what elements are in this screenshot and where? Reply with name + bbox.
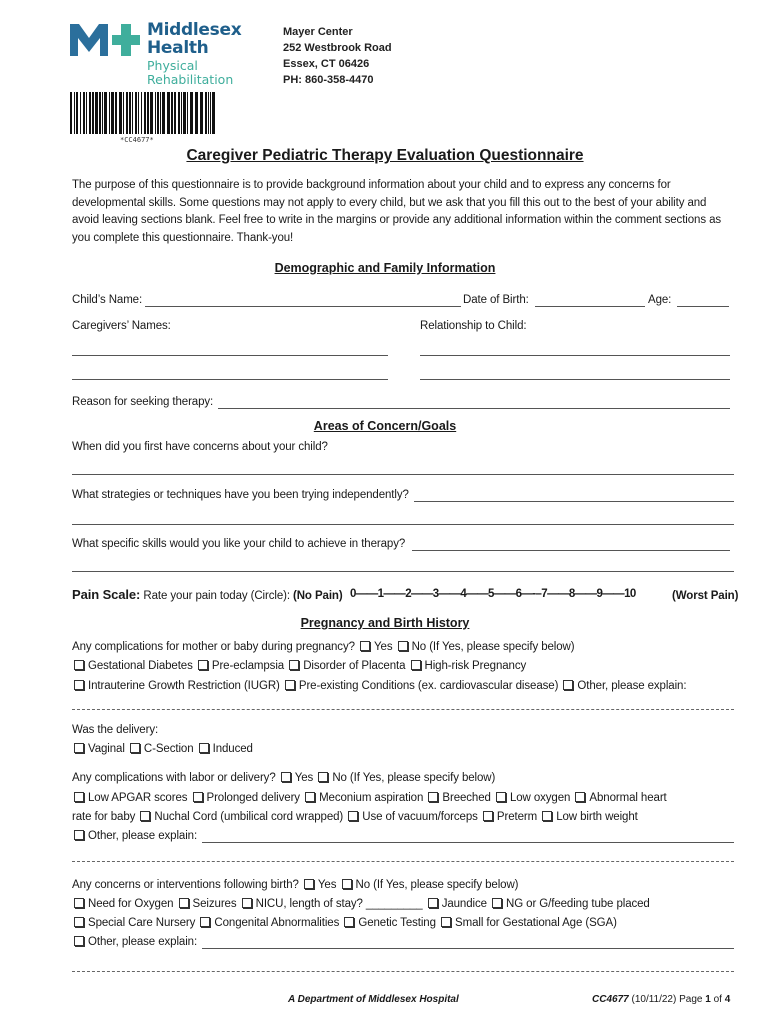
relationship-label: Relationship to Child: [420,320,527,332]
relationship-field-2[interactable] [420,379,730,380]
checkbox-pregnancy-yes[interactable] [360,641,370,651]
address-line-2: 252 Westbrook Road [283,42,392,54]
barcode-bar [162,92,165,134]
pain-low-label: (No Pain) [293,590,343,602]
footer-form-code: CC4677 [592,994,629,1005]
barcode-bar [83,92,85,134]
clinic-address [283,24,392,88]
section-heading-pregnancy: Pregnancy and Birth History [300,616,470,630]
checkbox-genetic-testing[interactable] [344,917,354,927]
footer-page-number: 1 [705,994,711,1005]
barcode-bar [190,92,193,134]
pain-scale-instruction: Rate your pain today (Circle): [143,590,290,602]
barcode-bar [126,92,128,134]
checkbox-special-care[interactable] [74,917,84,927]
checkbox-high-risk[interactable] [411,660,421,670]
checkbox-prolonged-delivery[interactable] [193,792,203,802]
barcode-bar [147,92,149,134]
checkbox-preterm[interactable] [483,811,493,821]
barcode-bar [138,92,139,134]
option-label: Vaginal [88,743,125,755]
option-label: High-risk Pregnancy [424,660,527,672]
checkbox-sga[interactable] [441,917,451,927]
barcode-bar [205,92,207,134]
checkbox-pregnancy-no[interactable] [398,641,408,651]
option-label: Induced [212,743,253,755]
option-label: Breeched [442,792,491,804]
option-label: No (If Yes, please specify below) [355,879,519,891]
option-label: Low oxygen [509,792,571,804]
barcode-bar [102,92,103,134]
barcode-bar [150,92,153,134]
checkbox-congenital[interactable] [200,917,210,927]
reason-label: Reason for seeking therapy: [72,396,214,408]
childs-name-label: Child’s Name: [72,294,143,306]
option-label: NICU, length of stay? _________ [255,898,423,910]
after-birth-options-row-2 [72,917,617,929]
option-label: Yes [374,641,393,653]
barcode-bar [115,92,117,134]
barcode-bar [174,92,176,134]
labor-other-field-1[interactable] [202,842,734,843]
pregnancy-other-field[interactable] [72,709,734,710]
relationship-field-1[interactable] [420,355,730,356]
option-label: Small for Gestational Age (SGA) [455,917,617,929]
option-label: Gestational Diabetes [88,660,193,672]
dob-field[interactable] [535,306,645,307]
footer-of: of [713,994,722,1005]
option-label: Other, please explain: [577,680,687,692]
age-label: Age: [648,294,672,306]
option-label: Special Care Nursery [88,917,196,929]
logo-wordmark [147,22,241,86]
option-label: Low APGAR scores [88,792,188,804]
checkbox-nuchal-cord[interactable] [140,811,150,821]
checkbox-breeched[interactable] [428,792,438,802]
option-label: No (If Yes, please specify below) [332,772,496,784]
option-label: Preterm [496,811,538,823]
labor-options-row-2 [72,811,638,823]
barcode-bar [135,92,137,134]
labor-complications-question: Any complications with labor or delivery? [72,772,276,784]
logo-line-1: Middlesex [147,20,242,40]
caregiver-field-1[interactable] [72,355,388,356]
pain-high-label: (Worst Pain) [672,590,739,602]
labor-other-field-2[interactable] [72,861,734,862]
option-label: Use of vacuum/forceps [362,811,478,823]
checkbox-after-other[interactable] [74,936,84,946]
option-label: Other, please explain: [88,936,198,948]
first-concerns-field[interactable] [72,474,734,475]
middlesex-health-logo-icon [70,24,140,56]
barcode-bar [178,92,180,134]
option-label: C-Section [143,743,194,755]
barcode-bar [129,92,131,134]
barcode-bar [109,92,110,134]
pregnancy-conditions-row-2 [72,680,686,692]
checkbox-placenta-disorder[interactable] [289,660,299,670]
logo-line-2: Health [147,38,209,58]
intro-paragraph: The purpose of this questionnaire is to provide background information about your child and to express any concerns for developmental skills. Some questions may not apply to every child, but we ask that you fill this out to the best of your ability and avoid leaving sections blank. Feel free to write in the margins or provide any additional information within the comment sections as you complete this questionnaire. Thank-you! [72,179,722,244]
barcode-bar [92,92,94,134]
section-heading-demographic: Demographic and Family Information [274,261,496,275]
option-label: Pre-existing Conditions (ex. cardiovascular disease) [298,680,559,692]
barcode-bar [141,92,142,134]
barcode-bar [123,92,124,134]
option-label: Other, please explain: [88,830,198,842]
after-other-field-2[interactable] [72,971,734,972]
checkbox-low-apgar[interactable] [74,792,84,802]
barcode-text: *CC4677* [120,136,154,144]
checkbox-induced[interactable] [199,743,209,753]
option-label: Jaundice [441,898,487,910]
option-label: Genetic Testing [358,917,436,929]
option-label: Disorder of Placenta [303,660,406,672]
barcode-bar [181,92,182,134]
barcode-bar [210,92,211,134]
barcode-bar [183,92,186,134]
barcode-bar [187,92,188,134]
option-label: Abnormal heart [589,792,667,804]
checkbox-labor-other[interactable] [74,830,84,840]
barcode-bar [160,92,161,134]
dob-label: Date of Birth: [463,294,529,306]
option-label: NG or G/feeding tube placed [506,898,650,910]
barcode-bar [195,92,198,134]
checkbox-labor-yes[interactable] [281,772,291,782]
barcode-bar [86,92,87,134]
checkbox-preexisting[interactable] [285,680,295,690]
after-other-field-1[interactable] [202,948,734,949]
section-heading-concerns: Areas of Concern/Goals [313,419,457,433]
barcode-bar [171,92,173,134]
pain-scale-label: Pain Scale: [72,587,141,602]
checkbox-nicu[interactable] [242,898,252,908]
barcode-bar [157,92,159,134]
barcode-bar [70,92,72,134]
checkbox-abnormal-heart-rate[interactable] [575,792,585,802]
option-label: Yes [317,879,337,891]
footer-page-info [592,994,730,1005]
option-label: Prolonged delivery [206,792,300,804]
checkbox-seizures[interactable] [179,898,189,908]
option-label: Yes [294,772,314,784]
checkbox-jaundice[interactable] [428,898,438,908]
pregnancy-complications-row [72,641,575,653]
checkbox-after-no[interactable] [342,879,352,889]
checkbox-vaginal[interactable] [74,743,84,753]
delivery-options-row [72,743,253,755]
caregivers-label: Caregivers’ Names: [72,320,171,332]
skills-question: What specific skills would you like your child to achieve in therapy? [72,538,406,550]
barcode-bar [80,92,81,134]
option-label: Intrauterine Growth Restriction (IUGR) [88,680,280,692]
pain-scale-row [72,587,290,602]
barcode-bar [167,92,170,134]
checkbox-iugr[interactable] [74,680,84,690]
logo-line-3: Physical [147,58,198,73]
after-birth-question: Any concerns or interventions following birth? [72,879,299,891]
barcode-bar [95,92,98,134]
barcode-bar [76,92,78,134]
barcode-bar [104,92,107,134]
footer-date-page: (10/11/22) Page [631,994,703,1005]
reason-field[interactable] [218,408,730,409]
checkbox-need-oxygen[interactable] [74,898,84,908]
labor-options-row-1 [72,792,667,804]
strategies-field-1[interactable] [414,501,734,502]
caregiver-field-2[interactable] [72,379,388,380]
option-label-continued: rate for baby [72,811,136,823]
barcode-bar [132,92,133,134]
pregnancy-complications-question: Any complications for mother or baby during pregnancy? [72,641,355,653]
logo-line-4: Rehabilitation [147,71,234,87]
option-label: Meconium aspiration [319,792,424,804]
barcode-bar [212,92,215,134]
first-concerns-question: When did you first have concerns about your child? [72,441,328,453]
option-label: No (If Yes, please specify below) [411,641,575,653]
option-label: Low birth weight [556,811,638,823]
barcode-bar [99,92,101,134]
option-label: Nuchal Cord (umbilical cord wrapped) [154,811,344,823]
checkbox-labor-no[interactable] [318,772,328,782]
labor-complications-row [72,772,495,784]
barcode-bar [89,92,91,134]
barcode-icon [70,92,216,134]
barcode-bar [111,92,114,134]
skills-field-1[interactable] [412,550,730,551]
barcode-bar [208,92,209,134]
delivery-question: Was the delivery: [72,724,159,736]
checkbox-csection[interactable] [130,743,140,753]
strategies-question: What strategies or techniques have you been trying independently? [72,489,409,501]
option-label: Seizures [192,898,237,910]
footer-department: A Department of Middlesex Hospital [288,994,459,1005]
option-label: Pre-eclampsia [211,660,285,672]
address-line-4: PH: 860-358-4470 [283,74,374,86]
checkbox-pregnancy-other[interactable] [563,680,573,690]
after-birth-other-row [72,936,197,948]
option-label: Need for Oxygen [88,898,174,910]
skills-field-2[interactable] [72,571,734,572]
option-label: Congenital Abnormalities [214,917,340,929]
checkbox-low-birth-weight[interactable] [542,811,552,821]
checkbox-feeding-tube[interactable] [492,898,502,908]
checkbox-low-oxygen[interactable] [496,792,506,802]
address-line-3: Essex, CT 06426 [283,58,370,70]
address-line-1: Mayer Center [283,26,353,38]
pain-scale-numbers[interactable]: 0——1——2——3——4——5——6—-–7——8——9——10 [350,588,636,600]
barcode-bar [144,92,146,134]
checkbox-after-yes[interactable] [304,879,314,889]
checkbox-vacuum-forceps[interactable] [348,811,358,821]
page-title: Caregiver Pediatric Therapy Evaluation Questionnaire [186,147,584,164]
barcode-bar [74,92,75,134]
strategies-field-2[interactable] [72,524,734,525]
after-birth-options-row-1 [72,898,650,910]
barcode-bar [155,92,156,134]
barcode-bar [200,92,203,134]
checkbox-meconium[interactable] [305,792,315,802]
barcode-bar [119,92,122,134]
labor-other-row [72,830,197,842]
childs-name-field[interactable] [145,306,461,307]
checkbox-gestational-diabetes[interactable] [74,660,84,670]
pregnancy-conditions-row-1 [72,660,526,672]
checkbox-preeclampsia[interactable] [198,660,208,670]
footer-page-total: 4 [724,994,731,1005]
after-birth-row [72,879,518,891]
age-field[interactable] [677,306,729,307]
